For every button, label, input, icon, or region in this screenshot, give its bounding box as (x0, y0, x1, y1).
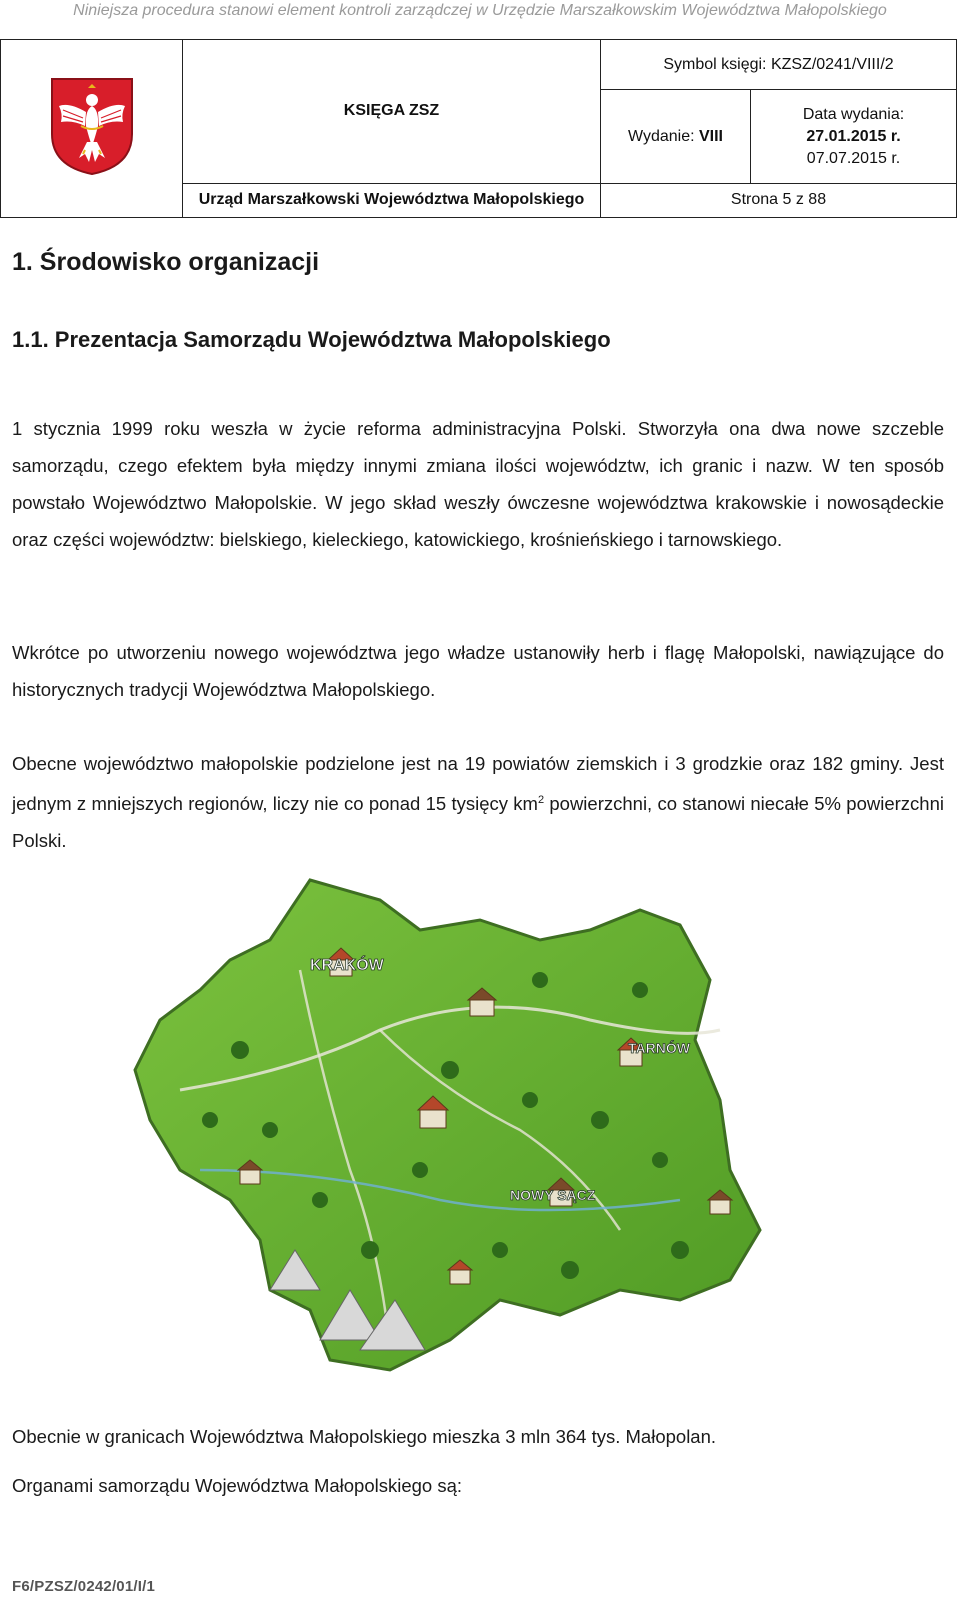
map-label-nowy-sacz: NOWY SĄCZ (510, 1187, 596, 1203)
map-label-tarnow: TARNÓW (628, 1040, 690, 1056)
office-name: Urząd Marszałkowski Województwa Małopolskiego (183, 183, 601, 217)
page-number: Strona 5 z 88 (601, 183, 957, 217)
region-outline (135, 880, 760, 1370)
procedure-note: Niniejsza procedura stanowi element kontroli zarządczej w Urzędzie Marszałkowskim Województwa Małopolskiego (73, 2, 887, 19)
coat-of-arms-cell (1, 40, 183, 218)
issue-date-2: 07.07.2015 r. (806, 149, 901, 167)
book-title: KSIĘGA ZSZ (183, 40, 601, 184)
edition-value: VIII (698, 127, 723, 145)
edition-label: Wydanie: (627, 127, 699, 145)
map-label-krakow: KRAKÓW (310, 957, 384, 974)
paragraph-area-text-a: Obecne województwo małopolskie podzielone jest na 19 powiatów ziemskich i 3 grodzkie oraz 182 gminy. Jest jednym z mniejszych regionów, liczy nie co ponad 15 tysięcy km (12, 753, 944, 815)
issue-date-1: 27.01.2015 r. (806, 127, 901, 145)
edition-cell (601, 90, 751, 184)
paragraph-organs: Organami samorządu Województwa Małopolskiego są: (12, 1475, 463, 1496)
issue-date-cell (751, 90, 957, 184)
paragraph-coat-of-arms: Wkrótce po utworzeniu nowego województwa jego władze ustanowiły herb i flagę Małopolski, nawiązujące do historycznych tradycji Województwa Małopolskiego. (12, 642, 944, 700)
section-heading-1-1: 1.1. Prezentacja Samorządu Województwa Małopolskiego (12, 327, 611, 352)
form-code: F6/PZSZ/0242/01/I/1 (12, 1578, 156, 1595)
illustrated-map (120, 870, 780, 1390)
book-symbol: Symbol księgi: KZSZ/0241/VIII/2 (601, 40, 957, 90)
coat-of-arms-icon (49, 76, 135, 176)
section-heading-1: 1. Środowisko organizacji (12, 248, 320, 276)
paragraph-area-text-b: powierzchni, co stanowi niecałe 5% powierzchni Polski. (12, 793, 944, 852)
issue-date-label: Data wydania: (802, 105, 905, 123)
paragraph-area (12, 745, 944, 859)
superscript-2: 2 (537, 794, 545, 806)
paragraph-population: Obecnie w granicach Województwa Małopolskiego mieszka 3 mln 364 tys. Małopolan. (12, 1426, 717, 1447)
malopolska-map-image (120, 870, 780, 1390)
paragraph-reform: 1 stycznia 1999 roku weszła w życie reforma administracyjna Polski. Stworzyła ona dwa nowe szczeble samorządu, czego efektem była między innymi zmiana ilości województw, ich granic i nazw. W ten sposób powstało Województwo Małopolskie. W jego skład weszły ówczesne województwa krakowskie i nowosądeckie oraz części województw: bielskiego, kieleckiego, katowickiego, krośnieńskiego i tarnowskiego. (12, 418, 944, 550)
document-header (0, 39, 956, 218)
